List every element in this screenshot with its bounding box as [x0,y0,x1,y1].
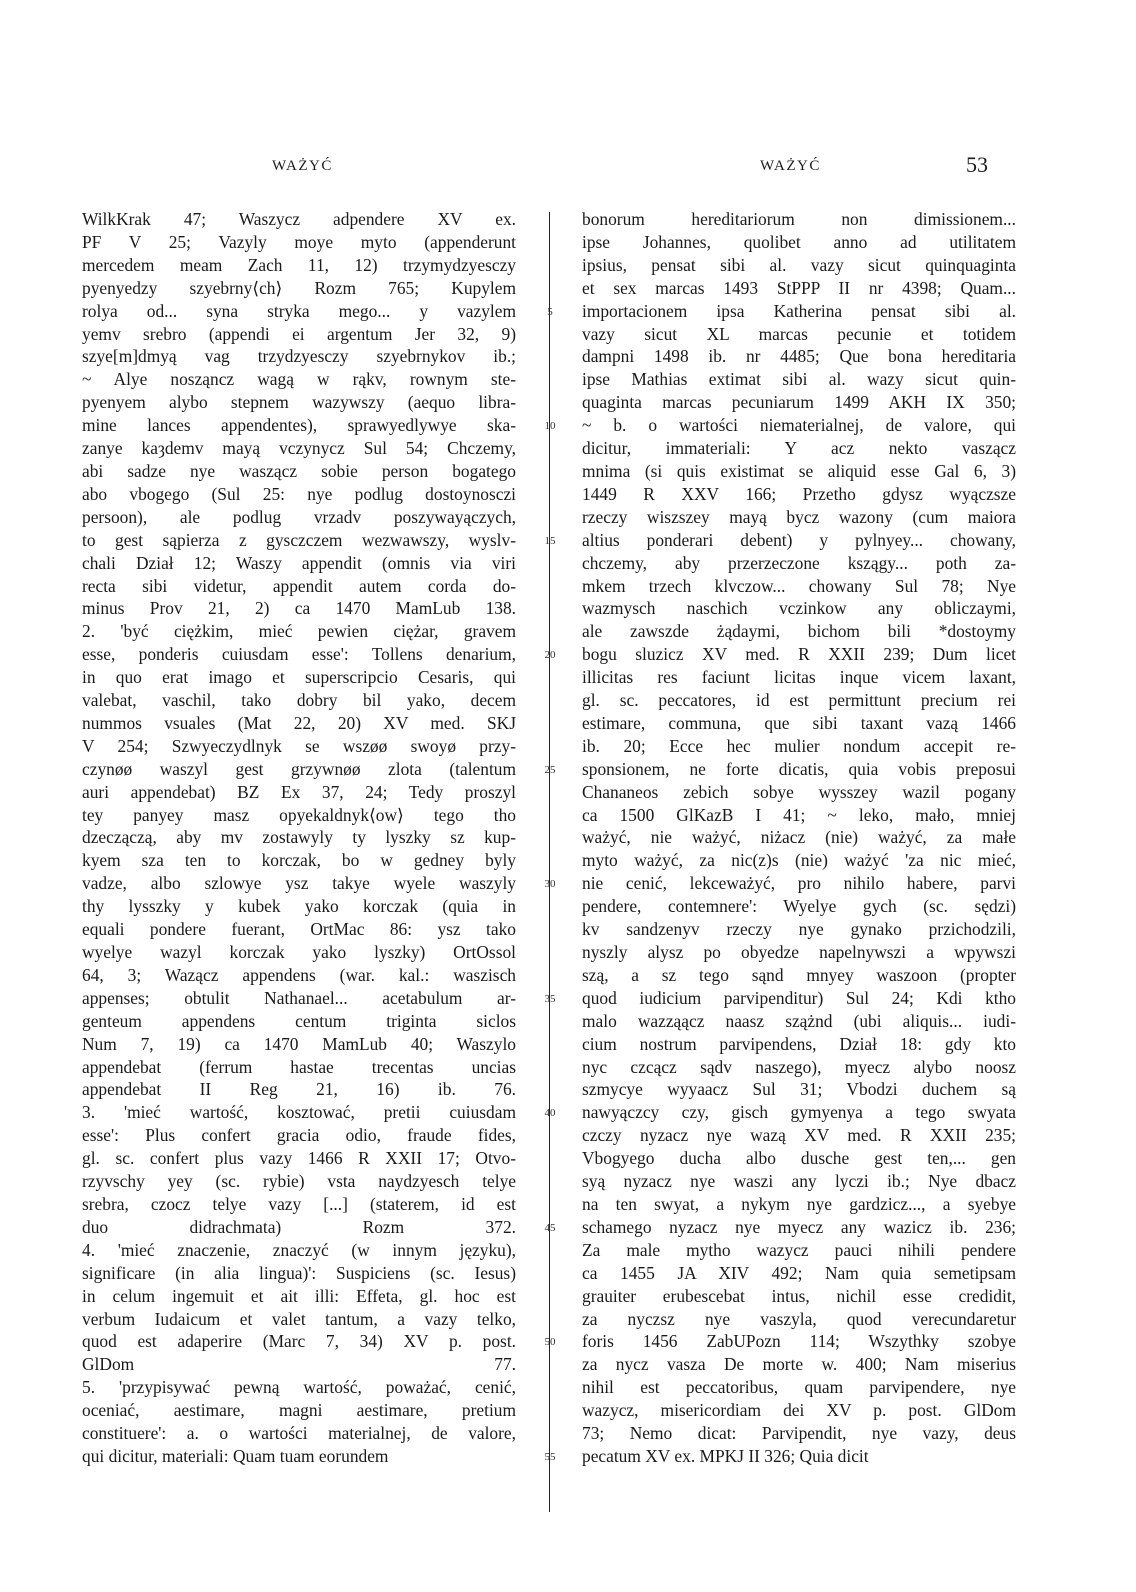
text-line: appenses; obtulit Nathanael... acetabulum ar- [82,987,516,1008]
text-line: pecatum XV ex. MPKJ II 326; Quia dicit [582,1445,869,1466]
line-number: 5 [547,305,553,318]
text-line: szmycye wyyaacz Sul 31; Vbodzi duchem są [582,1079,1016,1100]
text-line: recta sibi videtur, appendit autem corda do- [82,575,516,596]
text-line: ale zawszde żądaymi, bichom bili *dostoymy [582,621,1016,642]
text-line: quod iudicium parvipenditur) Sul 24; Kdi ktho [582,987,1016,1008]
text-line: gl. sc. peccatores, id est permittunt precium rei [582,690,1016,711]
text-line: Vbogyego ducha albo dusche gest ten,... gen [582,1148,1016,1169]
text-line: genteum appendens centum triginta siclos [82,1010,516,1031]
text-line: vazy sicut XL marcas pecunie et totidem [582,323,1016,344]
running-head-left: WAŻYĆ [272,158,333,174]
text-line: 1449 R XXV 166; Przetho gdysz wyączsze [582,483,1016,504]
text-line: nawyączcy czy, gisch gymyenya a tego swyata [582,1102,1016,1123]
text-line: ważyć, nie ważyć, niżacz (nie) ważyć, za małe [582,827,1016,848]
running-head-right: WAŻYĆ [760,158,821,174]
text-line: za nyczsz nye vaszyla, quod verecundaretur [582,1308,1016,1329]
text-line: ca 1455 JA XIV 492; Nam quia semetipsam [582,1262,1016,1283]
text-line: foris 1456 ZabUPozn 114; Wszythky szobye [582,1331,1016,1352]
text-line: na ten swyat, a nykym nye gardzicz..., a syebye [582,1193,1016,1214]
text-line: chali Dział 12; Waszy appendit (omnis via viri [82,552,516,573]
line-number: 10 [544,420,556,433]
line-number: 35 [544,992,556,1005]
text-line: za nycz vasza De morte w. 400; Nam miserius [582,1354,1016,1375]
text-line: in celum ingemuit et ait illi: Effeta, gl. hoc est [82,1285,516,1306]
text-line: esse': Plus confert gracia odio, fraude fides, [82,1125,516,1146]
text-line: verbum Iudaicum et valet tantum, a vazy telko, [82,1308,516,1329]
text-line: duo didrachmata) Rozm 372. [82,1216,516,1237]
text-line: 4. 'mieć znaczenie, znaczyć (w innym języku), [82,1239,516,1260]
text-line: dicitur, immateriali: Y acz nekto vaszącz [582,438,1016,459]
text-line: chczemy, aby przerzeczone kszągy... poth za- [582,552,1016,573]
text-line: GlDom 77. [82,1354,516,1375]
text-line: nyszly alysz po obyedze napelnywszi a wpywszi [582,942,1016,962]
text-line: ipse Mathias extimat sibi al. wazy sicut quin- [582,369,1016,390]
line-number: 55 [544,1450,556,1463]
text-line: qui dicitur, materiali: Quam tuam eorundem [82,1445,389,1466]
column-divider [549,212,550,1512]
text-line: ~ b. o wartości niematerialnej, de valore, qui [582,415,1016,436]
text-line: to gest sąpierza z gysczczem wezwawszy, wyslv- [82,529,516,550]
text-line: mkem trzech klvczow... chowany Sul 78; Nye [582,575,1016,596]
text-line: 73; Nemo dicat: Parvipendit, nye vazy, deus [582,1423,1016,1444]
line-number: 30 [544,878,556,891]
text-line: abi sadze nye waszącz sobie person bogatego [82,460,516,481]
line-number: 20 [544,649,556,662]
text-line: oceniać, aestimare, magni aestimare, pretium [82,1400,516,1421]
text-line: quaginta marcas pecuniarum 1499 AKH IX 350; [582,392,1016,413]
text-line: estimare, communa, que sibi taxant vazą 1466 [582,712,1016,733]
text-line: Num 7, 19) ca 1470 MamLub 40; Waszylo [82,1033,516,1054]
line-number: 25 [544,763,556,776]
text-line: mnima (si quis existimat se aliquid esse Gal 6, 3) [582,460,1016,481]
text-line: V 254; Szwyeczydlnyk se wszøø swoyø przy- [82,735,516,756]
text-line: ipsius, pensat sibi al. vazy sicut quinquaginta [582,254,1016,275]
text-line: 3. 'mieć wartość, kosztować, pretii cuiusdam [82,1102,516,1123]
text-line: 64, 3; Wazącz appendens (war. kal.: waszisch [82,964,516,985]
text-line: szą, a sz tego sąnd mnyey waszoon (propter [582,964,1016,985]
text-line: mercedem meam Zach 11, 12) trzymydzyesczy [82,254,516,275]
text-line: auri appendebat) BZ Ex 37, 24; Tedy proszyl [82,781,516,802]
text-line: syą nyzacz nye waszi any lyczi ib.; Nye dbacz [582,1171,1016,1192]
text-line: pyenyem alybo stepnem wazywszy (aequo libra- [82,392,516,413]
text-line: rzyvschy yey (sc. rybie) vsta naydzyesch telye [82,1171,516,1192]
text-line: thy lysszky y kubek yako korczak (quia in [82,896,516,917]
text-line: nie cenić, lekceważyć, pro nihilo habere, parvi [582,873,1016,894]
text-line: illicitas res faciunt licitas inque vicem laxant, [582,667,1016,688]
text-line: PF V 25; Vazyly moye myto (appenderunt [82,231,516,252]
text-line: 2. 'być ciężkim, mieć pewien ciężar, gravem [82,621,516,642]
text-line: vadze, albo szlowye ysz takye wyele waszyly [82,873,516,894]
text-line: czczy nyzacz nye wazą XV med. R XXII 235; [582,1125,1016,1146]
text-line: myto ważyć, za nic(z)s (nie) ważyć 'za nic mieć, [582,850,1016,871]
text-line: rzeczy wiszszey mayą bycz wazony (cum maiora [582,506,1016,527]
text-line: dzeczączą, aby mv zostawyly ty lyszky sz kup- [82,827,516,848]
text-line: significare (in alia lingua)': Suspiciens (sc. Iesus) [82,1262,516,1283]
text-line: nummos vsuales (Mat 22, 20) XV med. SKJ [82,712,516,733]
line-number: 40 [544,1107,556,1120]
text-line: bonorum hereditariorum non dimissionem... [582,209,1016,229]
text-line: altius ponderari debent) y pylnyey... chowany, [582,529,1016,550]
text-line: czynøø waszyl gest grzywnøø zlota (talentum [82,758,516,779]
text-line: nyc czcącz sądv naszego), myecz alybo noosz [582,1056,1016,1077]
text-line: tey panyey masz opyekaldnyk⟨ow⟩ tego tho [82,804,516,825]
text-line: persoon), ale podlug vrzadv poszywayączych, [82,506,516,527]
text-line: rolya od... syna stryka mego... y vazylem [82,300,516,321]
text-line: gl. sc. confert plus vazy 1466 R XXII 17; Otvo- [82,1148,516,1169]
text-line: ~ Alye nosząncz wagą w rąkv, rownym ste- [82,369,516,390]
text-line: et sex marcas 1493 StPPP II nr 4398; Quam... [582,277,1016,298]
text-line: WilkKrak 47; Waszycz adpendere XV ex. [82,209,516,229]
text-line: zanye kaȝdemv mayą vczynycz Sul 54; Chczemy, [82,438,516,459]
line-number: 15 [544,534,556,547]
text-line: minus Prov 21, 2) ca 1470 MamLub 138. [82,598,516,619]
text-line: kv sandzenyv rzeczy nye gynako przichodzili, [582,919,1016,940]
text-line: srebra, czocz telye vazy [...] (staterem, id est [82,1193,516,1214]
text-line: nihil est peccatoribus, quam parvipendere, nye [582,1377,1016,1398]
text-line: Chananeos zebich sobye wysszey wazil pogany [582,781,1016,802]
text-line: ib. 20; Ecce hec mulier nondum accepit re- [582,735,1016,756]
page-number: 53 [966,152,988,177]
text-line: malo wazząącz naasz szążnd (ubi aliquis... iudi- [582,1010,1016,1031]
text-line: ca 1500 GlKazB I 41; ~ leko, mało, mniej [582,804,1016,825]
text-line: quod est adaperire (Marc 7, 34) XV p. post. [82,1331,516,1352]
text-line: importacionem ipsa Katherina pensat sibi al. [582,300,1016,321]
text-line: valebat, vaschil, tako dobry bil yako, decem [82,690,516,711]
text-line: esse, ponderis cuiusdam esse': Tollens denarium, [82,644,516,665]
text-line: ipse Johannes, quolibet anno ad utilitatem [582,231,1016,252]
text-line: grauiter erubescebat intus, nichil esse credidit, [582,1285,1016,1306]
text-line: yemv srebro (appendi ei argentum Jer 32, 9) [82,323,516,344]
text-line: pendere, contemnere': Wyelye gych (sc. sędzi) [582,896,1016,917]
text-line: bogu sluzicz XV med. R XXII 239; Dum licet [582,644,1016,665]
text-line: constituere': a. o wartości materialnej, de valore, [82,1423,516,1444]
text-line: cium nostrum parvipendens, Dział 18: gdy kto [582,1033,1016,1054]
text-line: appendebat II Reg 21, 16) ib. 76. [82,1079,516,1100]
text-line: mine lances appendentes), sprawyedlywye ska- [82,415,516,436]
text-line: schamego nyzacz nye myecz any wazicz ib. 236; [582,1216,1016,1237]
line-number: 50 [544,1336,556,1349]
text-line: 5. 'przypisywać pewną wartość, poważać, cenić, [82,1377,516,1398]
text-line: dampni 1498 ib. nr 4485; Que bona hereditaria [582,346,1016,367]
text-line: szye[m]dmyą vag trzydzyesczy szyebrnykov ib.; [82,346,516,367]
left-column [82,208,516,1468]
text-line: wazycz, misericordiam dei XV p. post. GlDom [582,1400,1016,1421]
text-line: sponsionem, ne forte dicatis, quia vobis preposui [582,758,1016,779]
text-line: pyenyedzy szyebrny⟨ch⟩ Rozm 765; Kupylem [82,277,516,298]
text-line: wazmysch naschich vczinkow any obliczaymi, [582,598,1016,619]
text-line: wyelye wazyl korczak yako lyszky) OrtOssol [82,942,516,962]
text-line: Za male mytho wazycz pauci nihili pendere [582,1239,1016,1260]
text-line: appendebat (ferrum hastae trecentas uncias [82,1056,516,1077]
text-line: equali pondere fuerant, OrtMac 86: ysz tako [82,919,516,940]
text-line: abo vbogego (Sul 25: nye podlug dostoynosczi [82,483,516,504]
text-line: kyem sza ten to korczak, bo w gedney byly [82,850,516,871]
right-column [582,208,1016,1468]
line-number: 45 [544,1221,556,1234]
text-line: in quo erat imago et superscripcio Cesaris, qui [82,667,516,688]
